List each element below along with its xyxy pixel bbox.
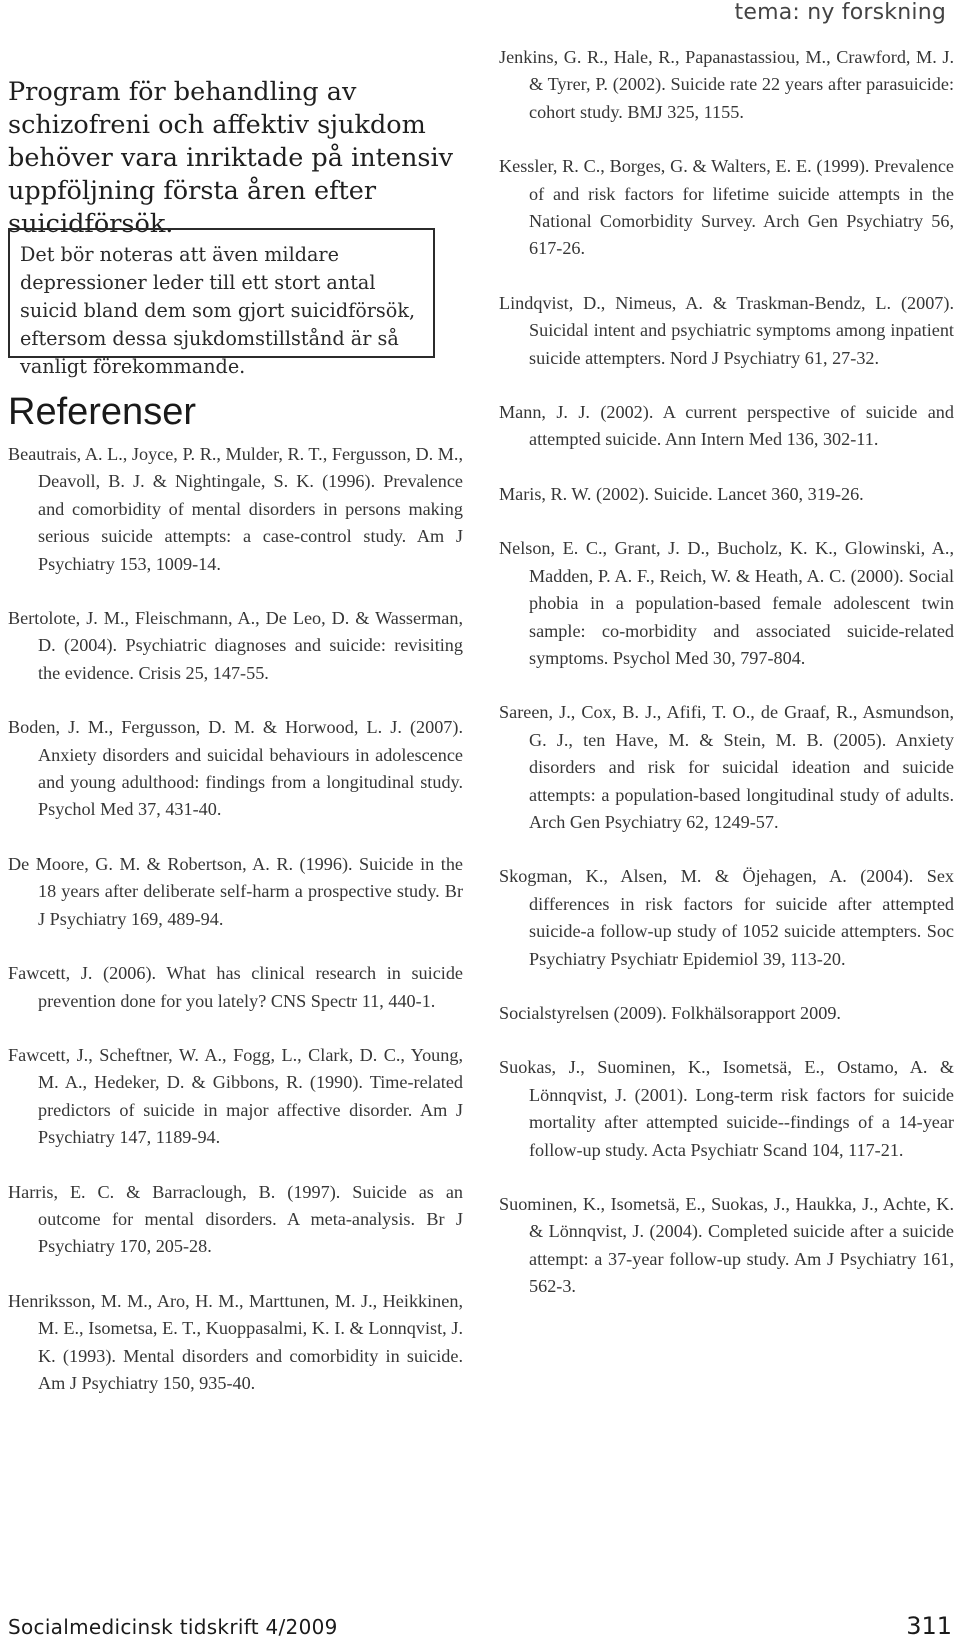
reference-item: Henriksson, M. M., Aro, H. M., Marttunen, M. J., Heikkinen, M. E., Isometsa, E. T., Kuoppasalmi, K. I. & Lonnqvist, J. K. (1993). Mental disorders and comorbidity in suicide. Am J Psychiatry 150, 935-40. (8, 1290, 463, 1393)
reference-item: Beautrais, A. L., Joyce, P. R., Mulder, R. T., Fergusson, D. M., Deavoll, B. J. & Nightingale, S. K. (1996). Prevalence and comorbidity of mental disorders in persons making serious suicide attempts: a case-control study. Am J Psychiatry 153, 1009-14. (8, 444, 463, 574)
reference-item: Harris, E. C. & Barraclough, B. (1997). Suicide as an outcome for mental disorders. A meta-analysis. Br J Psychiatry 170, 205-28. (8, 1181, 463, 1257)
reference-item: Suominen, K., Isometsä, E., Suokas, J., Haukka, J., Achte, K. & Lönnqvist, J. (2004). Completed suicide after a suicide attempt: a 37-year follow-up study. Am J Psychiatry 161, 562-3. (499, 1194, 954, 1297)
intro-paragraph: Program för behandling av schizofreni och affektiv sjukdom behöver vara inriktade på intensiv uppföljning första åren efter suicidförsök. (8, 76, 454, 239)
reference-item: De Moore, G. M. & Robertson, A. R. (1996). Suicide in the 18 years after deliberate self-harm a prospective study. Br J Psychiatry 169, 489-94. (8, 853, 463, 929)
reference-list-left (8, 441, 463, 1424)
callout-box: Det bör noteras att även mildare depressioner leder till ett stort antal suicid bland dem som gjort suicidförsök, eftersom dessa sjukdomstillstånd är så vanligt förekommande. (8, 228, 435, 358)
references-heading: Referenser (8, 391, 196, 433)
reference-item: Suokas, J., Suominen, K., Isometsä, E., Ostamo, A. & Lönnqvist, J. (2001). Long-term risk factors for suicide mortality after attempted suicide--findings of a 14-year follow-up study. Acta Psychiatr Scand 104, 117-21. (499, 1057, 954, 1160)
reference-item: Socialstyrelsen (2009). Folkhälsorapport 2009. (499, 1002, 841, 1023)
reference-item: Fawcett, J. (2006). What has clinical research in suicide prevention done for you lately? CNS Spectr 11, 440-1. (8, 963, 463, 1011)
journal-footer: Socialmedicinsk tidskrift 4/2009 (8, 1615, 338, 1639)
reference-item: Maris, R. W. (2002). Suicide. Lancet 360, 319-26. (499, 483, 864, 504)
reference-item: Boden, J. M., Fergusson, D. M. & Horwood, L. J. (2007). Anxiety disorders and suicidal behaviours in adolescence and young adulthood: findings from a longitudinal study. Psychol Med 37, 431-40. (8, 717, 463, 820)
reference-item: Nelson, E. C., Grant, J. D., Bucholz, K. K., Glowinski, A., Madden, P. A. F., Reich, W. & Heath, A. C. (2000). Social phobia in a population-based female adolescent twin sample: co-morbidity and associated suicide-related symptoms. Psychol Med 30, 797-804. (499, 538, 954, 668)
reference-item: Kessler, R. C., Borges, G. & Walters, E. E. (1999). Prevalence of and risk factors for lifetime suicide attempts in the National Comorbidity Survey. Arch Gen Psychiatry 56, 617-26. (499, 156, 954, 259)
reference-item: Lindqvist, D., Nimeus, A. & Traskman-Bendz, L. (2007). Suicidal intent and psychiatric symptoms among inpatient suicide attempters. Nord J Psychiatry 61, 27-32. (499, 292, 954, 368)
reference-item: Sareen, J., Cox, B. J., Afifi, T. O., de Graaf, R., Asmundson, G. J., ten Have, M. & Stein, M. B. (2005). Anxiety disorders and risk for suicidal ideation and suicide attempts: a population-based longitudinal study of adults. Arch Gen Psychiatry 62, 1249-57. (499, 702, 954, 832)
page-number: 311 (906, 1612, 952, 1640)
reference-item: Fawcett, J., Scheftner, W. A., Fogg, L., Clark, D. C., Young, M. A., Hedeker, D. & Gibbons, R. (1990). Time-related predictors of suicide in major affective disorder. Am J Psychiatry 147, 1189-94. (8, 1044, 463, 1148)
reference-item: Skogman, K., Alsen, M. & Öjehagen, A. (2004). Sex differences in risk factors for suicide after attempted suicide-a follow-up study of 1052 suicide attempters. Soc Psychiatry Psychiatr Epidemiol 39, 113-20. (499, 866, 954, 969)
reference-item: Bertolote, J. M., Fleischmann, A., De Leo, D. & Wasserman, D. (2004). Psychiatric diagnoses and suicide: revisiting the evidence. Crisis 25, 147-55. (8, 608, 463, 683)
reference-item: Jenkins, G. R., Hale, R., Papanastassiou, M., Crawford, M. J. & Tyrer, P. (2002). Suicide rate 22 years after parasuicide: cohort study. BMJ 325, 1155. (499, 47, 954, 122)
reference-list-right (499, 44, 954, 1328)
reference-item: Mann, J. J. (2002). A current perspective of suicide and attempted suicide. Ann Intern Med 136, 302-11. (499, 402, 954, 450)
section-tag: tema: ny forskning (734, 0, 946, 25)
